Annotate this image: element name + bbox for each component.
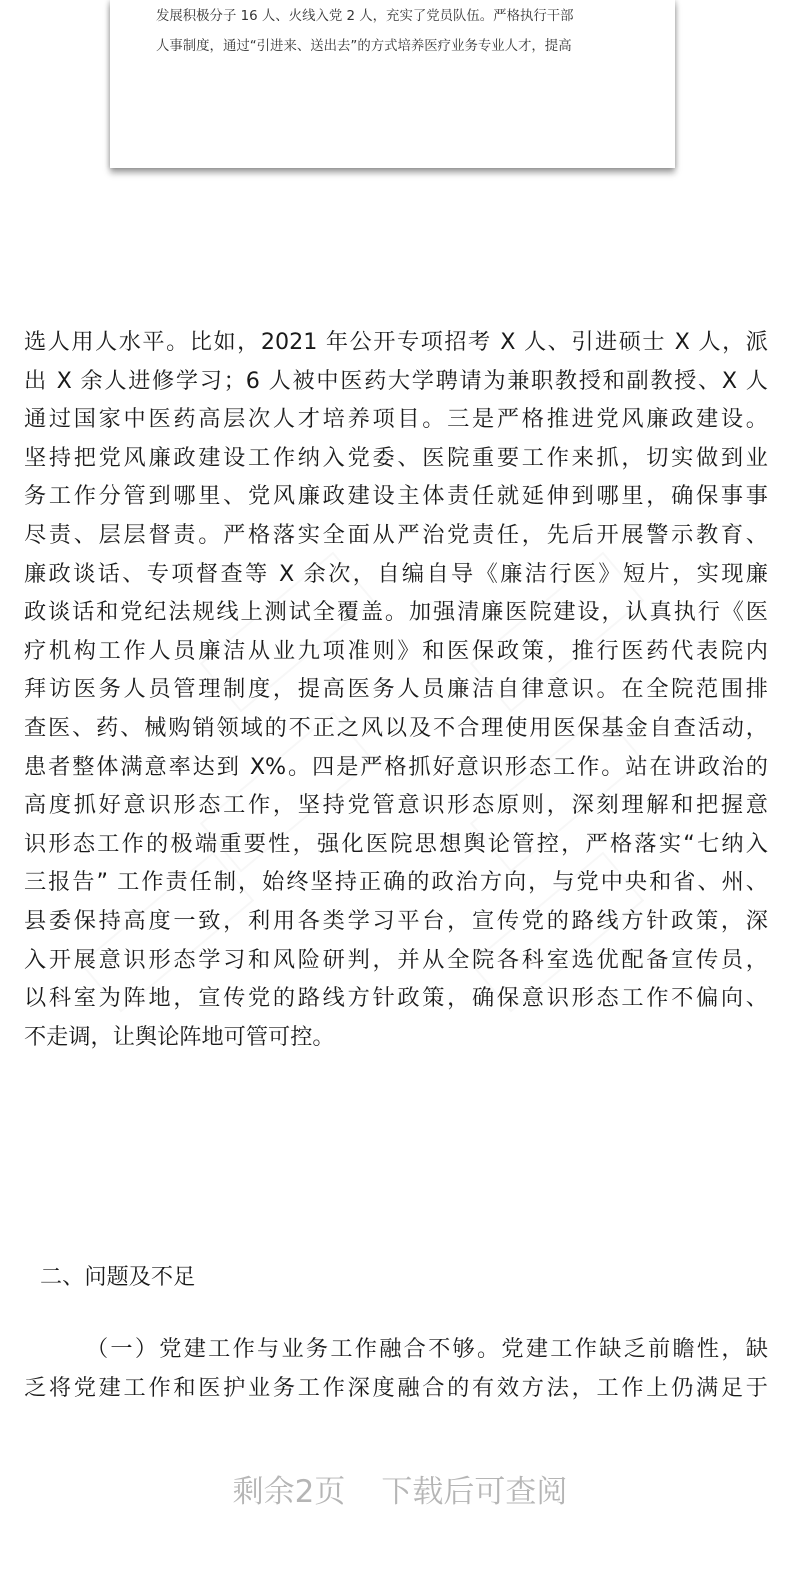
body-line: 患者整体满意率达到 X%。四是严格抓好意识形态工作。站在讲政治的 xyxy=(24,753,768,780)
body-line: 廉政谈话、专项督查等 X 余次，自编自导《廉洁行医》短片，实现廉 xyxy=(24,560,768,587)
body-line: 选人用人水平。比如，2021 年公开专项招考 X 人、引进硕士 X 人，派 xyxy=(24,329,768,355)
body-line: 识形态工作的极端重要性，强化医院思想舆论管控，严格落实“七纳入 xyxy=(24,830,768,857)
body-line: 通过国家中医药高层次人才培养项目。三是严格推进党风廉政建设。 xyxy=(24,406,768,433)
paragraph-problems xyxy=(24,1330,768,1407)
body-line: （一）党建工作与业务工作融合不够。党建工作缺乏前瞻性，缺 xyxy=(86,1336,768,1362)
body-line: 县委保持高度一致，利用各类学习平台，宣传党的路线方针政策，深 xyxy=(24,907,768,934)
document-body xyxy=(24,323,768,1056)
remaining-pages-text: 剩余2页 xyxy=(232,1474,346,1510)
download-to-view-text[interactable]: 下载后可查阅 xyxy=(381,1474,568,1510)
document-preview-card xyxy=(110,0,675,168)
body-line: 入开展意识形态学习和风险研判，并从全院各科室选优配备宣传员， xyxy=(24,946,768,973)
body-line: 疗机构工作人员廉洁从业九项准则》和医保政策，推行医药代表院内 xyxy=(24,637,768,664)
body-line: 坚持把党风廉政建设工作纳入党委、医院重要工作来抓，切实做到业 xyxy=(24,444,768,471)
body-line: 不走调，让舆论阵地可管可控。 xyxy=(24,1023,335,1050)
download-prompt-banner[interactable] xyxy=(0,1467,800,1517)
body-line: 出 X 余人进修学习；6 人被中医药大学聘请为兼职教授和副教授、X 人 xyxy=(24,367,768,394)
body-line: 拜访医务人员管理制度，提高医务人员廉洁自律意识。在全院范围排 xyxy=(24,676,768,703)
body-line: 务工作分管到哪里、党风廉政建设主体责任就延伸到哪里，确保事事 xyxy=(24,483,768,510)
body-line: 尽责、层层督责。严格落实全面从严治党责任，先后开展警示教育、 xyxy=(24,521,768,548)
body-line: 三报告” 工作责任制，始终坚持正确的政治方向，与党中央和省、州、 xyxy=(24,869,768,896)
section-heading: 二、问题及不足 xyxy=(40,1264,196,1290)
body-line: 政谈话和党纪法规线上测试全覆盖。加强清廉医院建设，认真执行《医 xyxy=(24,599,768,626)
preview-line: 发展积极分子 16 人、火线入党 2 人，充实了党员队伍。严格执行干部 xyxy=(156,9,574,24)
body-line: 以科室为阵地，宣传党的路线方针政策，确保意识形态工作不偏向、 xyxy=(24,985,768,1012)
preview-line: 人事制度，通过“引进来、送出去”的方式培养医疗业务专业人才，提高 xyxy=(156,39,572,54)
body-line: 乏将党建工作和医护业务工作深度融合的有效方法，工作上仍满足于 xyxy=(24,1374,768,1401)
body-line: 查医、药、械购销领域的不正之风以及不合理使用医保基金自查活动， xyxy=(24,714,768,741)
body-line: 高度抓好意识形态工作，坚持党管意识形态原则，深刻理解和把握意 xyxy=(24,792,768,819)
